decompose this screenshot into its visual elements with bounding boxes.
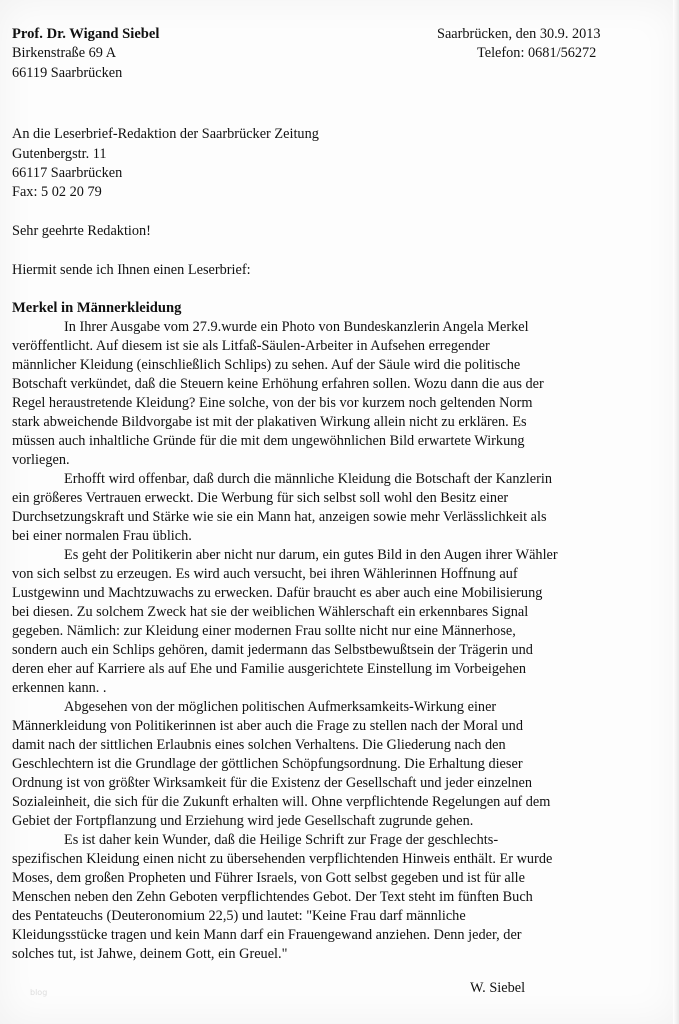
text-line: männlicher Kleidung (einschließlich Schlips) zu sehen. Auf der Säule wird die politische: [12, 357, 521, 373]
text-line: Ordnung ist von größter Wirksamkeit für die Existenz der Gesellschaft und jeder einzelnen: [12, 775, 533, 791]
text-line: Botschaft verkündet, daß die Steuern keine Erhöhung erfahren sollen. Wozu dann die aus der: [12, 376, 544, 392]
text-line: solches tut, ist Jahwe, deinem Gott, ein Greuel.": [12, 946, 288, 962]
paragraph: [12, 831, 648, 964]
text-line: des Pentateuchs (Deuteronomium 22,5) und lautet: "Keine Frau darf männliche: [12, 908, 466, 924]
text-line: Männerkleidung von Politikerinnen ist aber auch die Frage zu stellen nach der Moral und: [12, 718, 523, 734]
intro-line: Hiermit sende ich Ihnen einen Leserbrief:: [12, 262, 251, 278]
text-line: Durchsetzungskraft und Stärke wie sie ein Mann hat, anzeigen sowie mehr Verlässlichkeit als: [12, 509, 547, 525]
date-line: Saarbrücken, den 30.9. 2013: [437, 26, 601, 42]
text-line: damit nach der sittlichen Erlaubnis eines solchen Verhaltens. Die Gliederung nach den: [12, 737, 506, 753]
article-title: Merkel in Männerkleidung: [12, 300, 182, 316]
text-line: Menschen neben den Zehn Geboten verpflichtendes Gebot. Der Text steht im fünften Buch: [12, 889, 533, 905]
paragraph: [12, 318, 648, 470]
text-line: In Ihrer Ausgabe vom 27.9.wurde ein Photo von Bundeskanzlerin Angela Merkel: [64, 319, 529, 335]
text-line: veröffentlicht. Auf diesem ist sie als Litfaß-Säulen-Arbeiter in Aufsehen erregender: [12, 338, 490, 354]
sender-street: Birkenstraße 69 A: [12, 45, 117, 61]
sender-city: 66119 Saarbrücken: [12, 65, 123, 81]
watermark: blog: [30, 988, 48, 997]
scan-edge-shadow: [673, 0, 679, 1024]
text-line: stark abweichende Bildvorgabe ist mit der plakativen Wirkung allein nicht zu erklären. Es: [12, 414, 527, 430]
recipient-line: Fax: 5 02 20 79: [12, 184, 102, 200]
text-line: bei diesen. Zu solchem Zweck hat sie der weiblichen Wählerschaft ein erkennbares Signal: [12, 604, 529, 620]
recipient-line: Gutenbergstr. 11: [12, 146, 107, 162]
text-line: ein größeres Vertrauen erweckt. Die Werbung für sich selbst soll wohl den Besitz einer: [12, 490, 509, 506]
sender-name: Prof. Dr. Wigand Siebel: [12, 26, 160, 42]
text-line: Geschlechtern ist die Grundlage der göttlichen Schöpfungsordnung. Die Erhaltung dieser: [12, 756, 523, 772]
text-line: bei einer normalen Frau üblich.: [12, 528, 192, 544]
text-line: vorliegen.: [12, 452, 70, 468]
phone-line: Telefon: 0681/56272: [477, 45, 597, 61]
text-line: deren eher auf Karriere als auf Ehe und Familie ausgerichtete Einstellung im Vorbeigehen: [12, 661, 526, 677]
text-line: Es ist daher kein Wunder, daß die Heilige Schrift zur Frage der geschlechts-: [64, 832, 499, 848]
text-line: von sich selbst zu erzeugen. Es wird auch versucht, bei ihren Wählerinnen Hoffnung auf: [12, 566, 518, 582]
text-line: Moses, dem großen Propheten und Führer Israels, von Gott selbst gegeben und ist für alle: [12, 870, 525, 886]
paragraph: [12, 698, 648, 831]
text-line: Regel heraustretende Kleidung? Eine solche, von der bis vor kurzem noch geltenden Norm: [12, 395, 533, 411]
article: [12, 299, 648, 964]
text-line: Kleidungsstücke tragen und kein Mann darf ein Frauengewand anziehen. Denn jeder, der: [12, 927, 522, 943]
text-line: müssen auch inhaltliche Gründe für die mit dem ungewöhnlichen Bild erwartete Wirkung: [12, 433, 525, 449]
text-line: Gebiet der Fortpflanzung und Erziehung wird jede Gesellschaft zugrunde gehen.: [12, 813, 474, 829]
signature: W. Siebel: [470, 980, 526, 996]
text-line: Sozialeinheit, die sich für die Zukunft erhalten will. Ohne verpflichtende Regelungen auf dem: [12, 794, 551, 810]
text-line: gegeben. Nämlich: zur Kleidung einer modernen Frau sollte nicht nur eine Männerhose,: [12, 623, 516, 639]
paragraph: [12, 546, 648, 698]
text-line: Abgesehen von der möglichen politischen Aufmerksamkeits-Wirkung einer: [64, 699, 497, 715]
text-line: Erhofft wird offenbar, daß durch die männliche Kleidung die Botschaft der Kanzlerin: [64, 471, 553, 487]
recipient-line: 66117 Saarbrücken: [12, 165, 123, 181]
salutation: Sehr geehrte Redaktion!: [12, 223, 151, 239]
text-line: Lustgewinn und Machtzuwachs zu erwecken. Dafür braucht es aber auch eine Mobilisierung: [12, 585, 543, 601]
recipient-line: An die Leserbrief-Redaktion der Saarbrücker Zeitung: [12, 126, 319, 142]
text-line: sondern auch ein Schlips gehören, damit jedermann das Selbstbewußtsein der Trägerin und: [12, 642, 533, 658]
text-line: spezifischen Kleidung einen nicht zu übersehenden verpflichtenden Hinweis enthält. Er wurde: [12, 851, 553, 867]
text-line: erkennen kann. .: [12, 680, 107, 696]
paragraph: [12, 470, 648, 546]
text-line: Es geht der Politikerin aber nicht nur darum, ein gutes Bild in den Augen ihrer Wähler: [64, 547, 558, 563]
